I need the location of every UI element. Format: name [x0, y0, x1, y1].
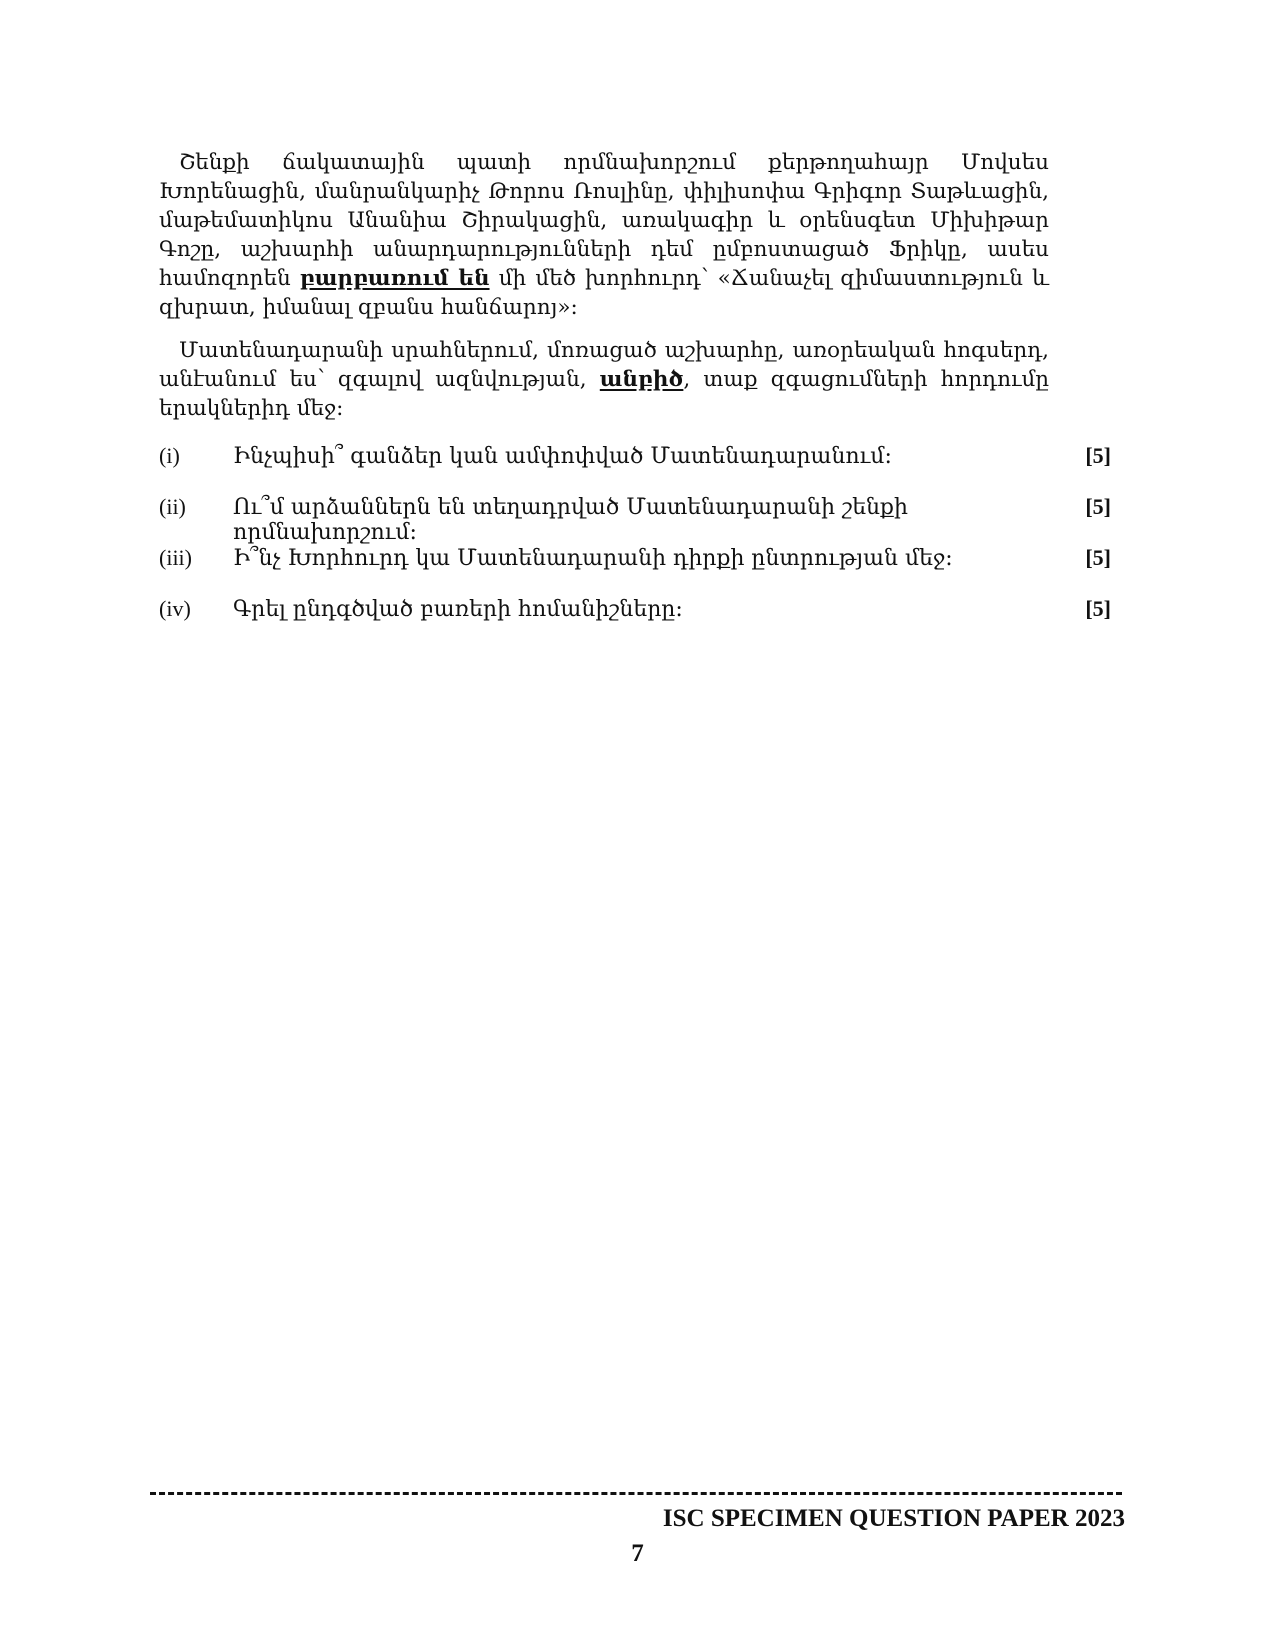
footer-title: ISC SPECIMEN QUESTION PAPER 2023 [662, 1505, 1125, 1532]
question-marks: [5] [1085, 443, 1111, 468]
page-number: 7 [631, 1540, 644, 1567]
question-text: Ի՞նչ Խորհուրդ կա Մատենադարանի դիրքի ընտրության մեջ: [233, 546, 953, 571]
para2-text-end: , տաք զգացումների հորդումը երակներիդ մեջ: [159, 367, 1049, 421]
question-item [159, 443, 1111, 494]
question-number: (iii) [159, 545, 192, 570]
question-list [159, 443, 1111, 647]
reading-passage [159, 148, 1049, 437]
question-marks: [5] [1085, 545, 1111, 570]
question-text: Գրել ընդգծված բառերի հոմանիշները: [233, 597, 683, 622]
question-number: (iv) [159, 596, 191, 621]
para1-text-start: Շենքի ճակատային պատի որմնախորշում քերթողահայր Մովսես Խորենացին, մանրանկարիչ Թորոս Ռոսլինը, փիլիսոփա Գրիգոր Տաթևացին, մաթեմատիկոս Անանիա Շիրակացին, առակագիր և օրենսգետ Միխիթար Գոշը, աշխարհի անարդարությունների դեմ ըմբոստացած Ֆրիկը, ասես համոզորեն [159, 150, 1049, 291]
question-text: Ու՞մ արձաններն են տեղադրված Մատենադարանի շենքի որմնախորշում: [233, 495, 908, 545]
passage-paragraph-2 [159, 336, 1049, 423]
question-item [159, 596, 1111, 647]
passage-paragraph-1 [159, 148, 1049, 322]
question-text: Ինչպիսի՞ գանձեր կան ամփոփված Մատենադարանում: [233, 444, 892, 469]
para1-text-end: մի մեծ խորհուրդ՝ «Ճանաչել զիմաստություն և զխրատ, իմանալ զբանս հանճարոյ»: [159, 266, 1049, 320]
question-number: (i) [159, 443, 180, 468]
question-item [159, 545, 1111, 596]
underlined-word-1: բարբառում են [299, 266, 490, 291]
underlined-word-2: անբիծ [599, 367, 684, 392]
footer-divider [150, 1492, 1122, 1495]
para2-text-start: Մատենադարանի սրահներում, մոռացած աշխարհը, առօրեական հոգսերդ, անէանում ես՝ զգալով ազնվության, [159, 338, 1049, 392]
question-marks: [5] [1085, 494, 1111, 519]
question-marks: [5] [1085, 596, 1111, 621]
question-item [159, 494, 1111, 545]
question-number: (ii) [159, 494, 186, 519]
